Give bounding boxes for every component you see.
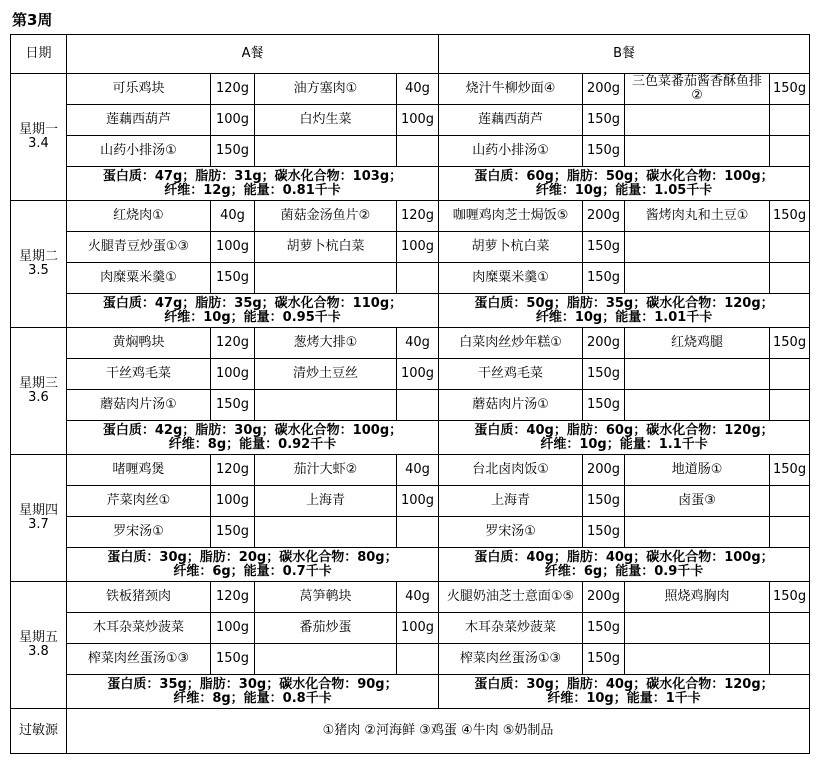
a-meal-amount xyxy=(397,263,439,294)
day-name: 星期一 xyxy=(18,122,58,137)
nutrition-line: 蛋白质：35g；脂肪：30g；碳水化合物：90g； xyxy=(107,676,398,692)
a-meal-amount: 100g xyxy=(397,105,439,136)
a-meal-dish xyxy=(255,136,397,167)
header-row xyxy=(11,35,810,74)
nutrition-row xyxy=(11,675,810,709)
a-meal-nutrition xyxy=(67,421,439,455)
nutrition-row xyxy=(11,294,810,328)
nutrition-line: 蛋白质：50g；脂肪：35g；碳水化合物：120g； xyxy=(474,295,774,311)
a-meal-amount: 120g xyxy=(211,582,255,613)
nutrition-line: 纤维：10g；能量：1.1千卡 xyxy=(540,436,708,452)
dish-row xyxy=(11,517,810,548)
day-date: 3.6 xyxy=(28,390,49,405)
allergen-row xyxy=(11,709,810,754)
b-meal-dish: 烧汁牛柳炒面④ xyxy=(439,74,583,105)
b-meal-dish: 台北卤肉饭① xyxy=(439,455,583,486)
a-meal-dish: 木耳杂菜炒菠菜 xyxy=(67,613,211,644)
b-meal-amount: 200g xyxy=(583,455,625,486)
dish-row xyxy=(11,582,810,613)
dish-row xyxy=(11,232,810,263)
b-meal-nutrition xyxy=(439,421,810,455)
a-meal-dish: 蘑菇肉片汤① xyxy=(67,390,211,421)
a-meal-amount xyxy=(397,517,439,548)
a-meal-amount: 100g xyxy=(211,613,255,644)
b-meal-amount: 150g xyxy=(770,582,810,613)
b-meal-amount: 200g xyxy=(583,201,625,232)
b-meal-dish: 白菜肉丝炒年糕① xyxy=(439,328,583,359)
a-meal-dish xyxy=(255,263,397,294)
a-meal-dish: 芹菜肉丝① xyxy=(67,486,211,517)
dish-row xyxy=(11,136,810,167)
day-name: 星期五 xyxy=(18,630,58,645)
a-meal-dish: 莲藕西葫芦 xyxy=(67,105,211,136)
b-meal-nutrition xyxy=(439,548,810,582)
nutrition-line: 蛋白质：60g；脂肪：50g；碳水化合物：100g； xyxy=(474,168,774,184)
b-meal-amount xyxy=(770,105,810,136)
a-meal-dish: 火腿青豆炒蛋①③ xyxy=(67,232,211,263)
nutrition-line: 纤维：6g；能量：0.9千卡 xyxy=(544,563,704,579)
b-meal-dish: 卤蛋③ xyxy=(625,486,770,517)
a-meal-dish: 茄汁大虾② xyxy=(255,455,397,486)
b-meal-nutrition xyxy=(439,675,810,709)
day-name: 星期三 xyxy=(18,376,58,391)
b-meal-amount: 200g xyxy=(583,74,625,105)
a-meal-dish: 番茄炒蛋 xyxy=(255,613,397,644)
weekly-menu-table xyxy=(10,34,810,754)
nutrition-line: 蛋白质：42g；脂肪：30g；碳水化合物：100g； xyxy=(102,422,403,438)
b-meal-amount: 150g xyxy=(770,328,810,359)
a-meal-dish: 油方塞肉① xyxy=(255,74,397,105)
a-meal-dish: 胡萝卜杭白菜 xyxy=(255,232,397,263)
b-meal-amount: 150g xyxy=(583,517,625,548)
nutrition-line: 纤维：8g；能量：0.8千卡 xyxy=(173,690,332,706)
b-meal-amount: 150g xyxy=(770,455,810,486)
a-meal-amount: 100g xyxy=(397,232,439,263)
nutrition-line: 蛋白质：47g；脂肪：31g；碳水化合物：103g； xyxy=(102,168,403,184)
b-meal-dish xyxy=(625,390,770,421)
b-meal-amount: 150g xyxy=(583,136,625,167)
nutrition-line: 蛋白质：40g；脂肪：60g；碳水化合物：120g； xyxy=(474,422,774,438)
b-meal-dish: 蘑菇肉片汤① xyxy=(439,390,583,421)
b-meal-dish: 罗宋汤① xyxy=(439,517,583,548)
a-meal-amount: 150g xyxy=(211,517,255,548)
a-meal-amount: 100g xyxy=(211,105,255,136)
dish-row xyxy=(11,263,810,294)
dish-row xyxy=(11,105,810,136)
a-meal-amount: 100g xyxy=(397,359,439,390)
b-meal-dish: 红烧鸡腿 xyxy=(625,328,770,359)
b-meal-dish: 肉糜粟米羹① xyxy=(439,263,583,294)
dish-row xyxy=(11,74,810,105)
day-cell xyxy=(11,328,67,455)
b-meal-dish: 酱烤肉丸和土豆① xyxy=(625,201,770,232)
a-meal-dish: 山药小排汤① xyxy=(67,136,211,167)
a-meal-amount: 150g xyxy=(211,390,255,421)
b-meal-dish xyxy=(625,136,770,167)
nutrition-row xyxy=(11,421,810,455)
a-meal-amount: 100g xyxy=(211,359,255,390)
b-meal-dish xyxy=(625,644,770,675)
nutrition-line: 纤维：12g；能量：0.81千卡 xyxy=(164,182,341,198)
dish-row xyxy=(11,644,810,675)
nutrition-line: 纤维：6g；能量：0.7千卡 xyxy=(173,563,332,579)
a-meal-dish: 红烧肉① xyxy=(67,201,211,232)
b-meal-amount: 150g xyxy=(583,105,625,136)
a-meal-amount: 120g xyxy=(211,74,255,105)
a-meal-dish: 黄焖鸭块 xyxy=(67,328,211,359)
a-meal-amount: 120g xyxy=(211,455,255,486)
b-meal-dish xyxy=(625,105,770,136)
a-meal-dish: 榨菜肉丝蛋汤①③ xyxy=(67,644,211,675)
a-meal-amount xyxy=(397,136,439,167)
day-date: 3.5 xyxy=(28,263,49,278)
dish-row xyxy=(11,613,810,644)
a-meal-dish xyxy=(255,517,397,548)
b-meal-dish xyxy=(625,517,770,548)
a-meal-dish: 葱烤大排① xyxy=(255,328,397,359)
nutrition-line: 纤维：8g；能量：0.92千卡 xyxy=(168,436,337,452)
a-meal-amount: 150g xyxy=(211,644,255,675)
nutrition-line: 蛋白质：30g；脂肪：40g；碳水化合物：120g； xyxy=(474,676,774,692)
a-meal-amount: 40g xyxy=(397,455,439,486)
b-meal-dish: 榨菜肉丝蛋汤①③ xyxy=(439,644,583,675)
a-meal-dish: 肉糜粟米羹① xyxy=(67,263,211,294)
b-meal-amount: 150g xyxy=(770,201,810,232)
b-meal-amount: 150g xyxy=(583,486,625,517)
b-meal-dish: 木耳杂菜炒菠菜 xyxy=(439,613,583,644)
date-header: 日期 xyxy=(11,35,67,74)
b-meal-amount xyxy=(770,517,810,548)
a-meal-nutrition xyxy=(67,675,439,709)
b-meal-dish xyxy=(625,359,770,390)
b-meal-amount: 150g xyxy=(583,232,625,263)
a-meal-amount xyxy=(397,390,439,421)
b-meal-amount: 150g xyxy=(583,263,625,294)
b-meal-amount: 200g xyxy=(583,582,625,613)
day-date: 3.8 xyxy=(28,644,49,659)
a-meal-amount: 150g xyxy=(211,136,255,167)
a-meal-amount: 100g xyxy=(211,232,255,263)
day-cell xyxy=(11,582,67,709)
a-meal-amount: 120g xyxy=(397,201,439,232)
a-meal-amount: 100g xyxy=(397,613,439,644)
a-meal-amount: 40g xyxy=(397,582,439,613)
a-meal-nutrition xyxy=(67,167,439,201)
b-meal-nutrition xyxy=(439,167,810,201)
a-meal-amount: 40g xyxy=(397,328,439,359)
a-meal-amount xyxy=(397,644,439,675)
b-meal-nutrition xyxy=(439,294,810,328)
day-date: 3.4 xyxy=(28,136,49,151)
day-name: 星期四 xyxy=(18,503,58,518)
dish-row xyxy=(11,390,810,421)
a-meal-dish: 可乐鸡块 xyxy=(67,74,211,105)
b-meal-amount: 150g xyxy=(583,359,625,390)
b-meal-dish: 胡萝卜杭白菜 xyxy=(439,232,583,263)
a-meal-amount: 100g xyxy=(397,486,439,517)
nutrition-line: 蛋白质：30g；脂肪：20g；碳水化合物：80g； xyxy=(107,549,398,565)
b-meal-amount xyxy=(770,359,810,390)
a-meal-dish: 干丝鸡毛菜 xyxy=(67,359,211,390)
a-meal-dish: 莴笋鹌块 xyxy=(255,582,397,613)
b-meal-header: B餐 xyxy=(439,35,810,74)
dish-row xyxy=(11,201,810,232)
nutrition-row xyxy=(11,548,810,582)
nutrition-row xyxy=(11,167,810,201)
a-meal-dish: 菌菇金汤鱼片② xyxy=(255,201,397,232)
b-meal-amount: 150g xyxy=(583,644,625,675)
a-meal-header: A餐 xyxy=(67,35,439,74)
b-meal-dish: 地道肠① xyxy=(625,455,770,486)
a-meal-amount: 40g xyxy=(397,74,439,105)
a-meal-amount: 40g xyxy=(211,201,255,232)
b-meal-dish: 火腿奶油芝士意面①⑤ xyxy=(439,582,583,613)
page-title: 第3周 xyxy=(12,11,53,29)
allergen-list: ①猪肉 ②河海鲜 ③鸡蛋 ④牛肉 ⑤奶制品 xyxy=(67,709,810,754)
b-meal-amount xyxy=(770,644,810,675)
dish-row xyxy=(11,328,810,359)
b-meal-dish: 咖喱鸡肉芝士焗饭⑤ xyxy=(439,201,583,232)
allergen-label: 过敏源 xyxy=(11,709,67,754)
day-cell xyxy=(11,74,67,201)
b-meal-amount: 150g xyxy=(583,613,625,644)
nutrition-line: 蛋白质：47g；脂肪：35g；碳水化合物：110g； xyxy=(102,295,403,311)
dish-row xyxy=(11,455,810,486)
b-meal-amount: 200g xyxy=(583,328,625,359)
b-meal-dish: 干丝鸡毛菜 xyxy=(439,359,583,390)
nutrition-line: 纤维：10g；能量：1.01千卡 xyxy=(535,309,713,325)
day-name: 星期二 xyxy=(18,249,58,264)
a-meal-nutrition xyxy=(67,294,439,328)
day-cell xyxy=(11,455,67,582)
b-meal-dish: 山药小排汤① xyxy=(439,136,583,167)
a-meal-dish: 白灼生菜 xyxy=(255,105,397,136)
a-meal-dish: 啫喱鸡煲 xyxy=(67,455,211,486)
a-meal-nutrition xyxy=(67,548,439,582)
nutrition-line: 蛋白质：40g；脂肪：40g；碳水化合物：100g； xyxy=(474,549,774,565)
dish-row xyxy=(11,359,810,390)
b-meal-dish xyxy=(625,263,770,294)
nutrition-line: 纤维：10g；能量：1.05千卡 xyxy=(535,182,713,198)
b-meal-dish: 莲藕西葫芦 xyxy=(439,105,583,136)
b-meal-amount xyxy=(770,486,810,517)
b-meal-amount: 150g xyxy=(583,390,625,421)
nutrition-line: 纤维：10g；能量：0.95千卡 xyxy=(164,309,341,325)
b-meal-dish xyxy=(625,232,770,263)
a-meal-amount: 120g xyxy=(211,328,255,359)
day-date: 3.7 xyxy=(28,517,49,532)
b-meal-amount: 150g xyxy=(770,74,810,105)
b-meal-dish: 三色菜番茄酱香酥鱼排② xyxy=(625,74,770,105)
a-meal-dish xyxy=(255,644,397,675)
b-meal-dish xyxy=(625,613,770,644)
b-meal-dish: 上海青 xyxy=(439,486,583,517)
dish-row xyxy=(11,486,810,517)
nutrition-line: 纤维：10g；能量：1千卡 xyxy=(547,690,701,706)
a-meal-dish: 上海青 xyxy=(255,486,397,517)
b-meal-dish: 照烧鸡胸肉 xyxy=(625,582,770,613)
a-meal-dish: 罗宋汤① xyxy=(67,517,211,548)
b-meal-amount xyxy=(770,232,810,263)
day-cell xyxy=(11,201,67,328)
a-meal-amount: 150g xyxy=(211,263,255,294)
b-meal-amount xyxy=(770,390,810,421)
b-meal-amount xyxy=(770,263,810,294)
a-meal-amount: 100g xyxy=(211,486,255,517)
a-meal-dish xyxy=(255,390,397,421)
b-meal-amount xyxy=(770,136,810,167)
a-meal-dish: 铁板猪颈肉 xyxy=(67,582,211,613)
b-meal-amount xyxy=(770,613,810,644)
a-meal-dish: 清炒土豆丝 xyxy=(255,359,397,390)
